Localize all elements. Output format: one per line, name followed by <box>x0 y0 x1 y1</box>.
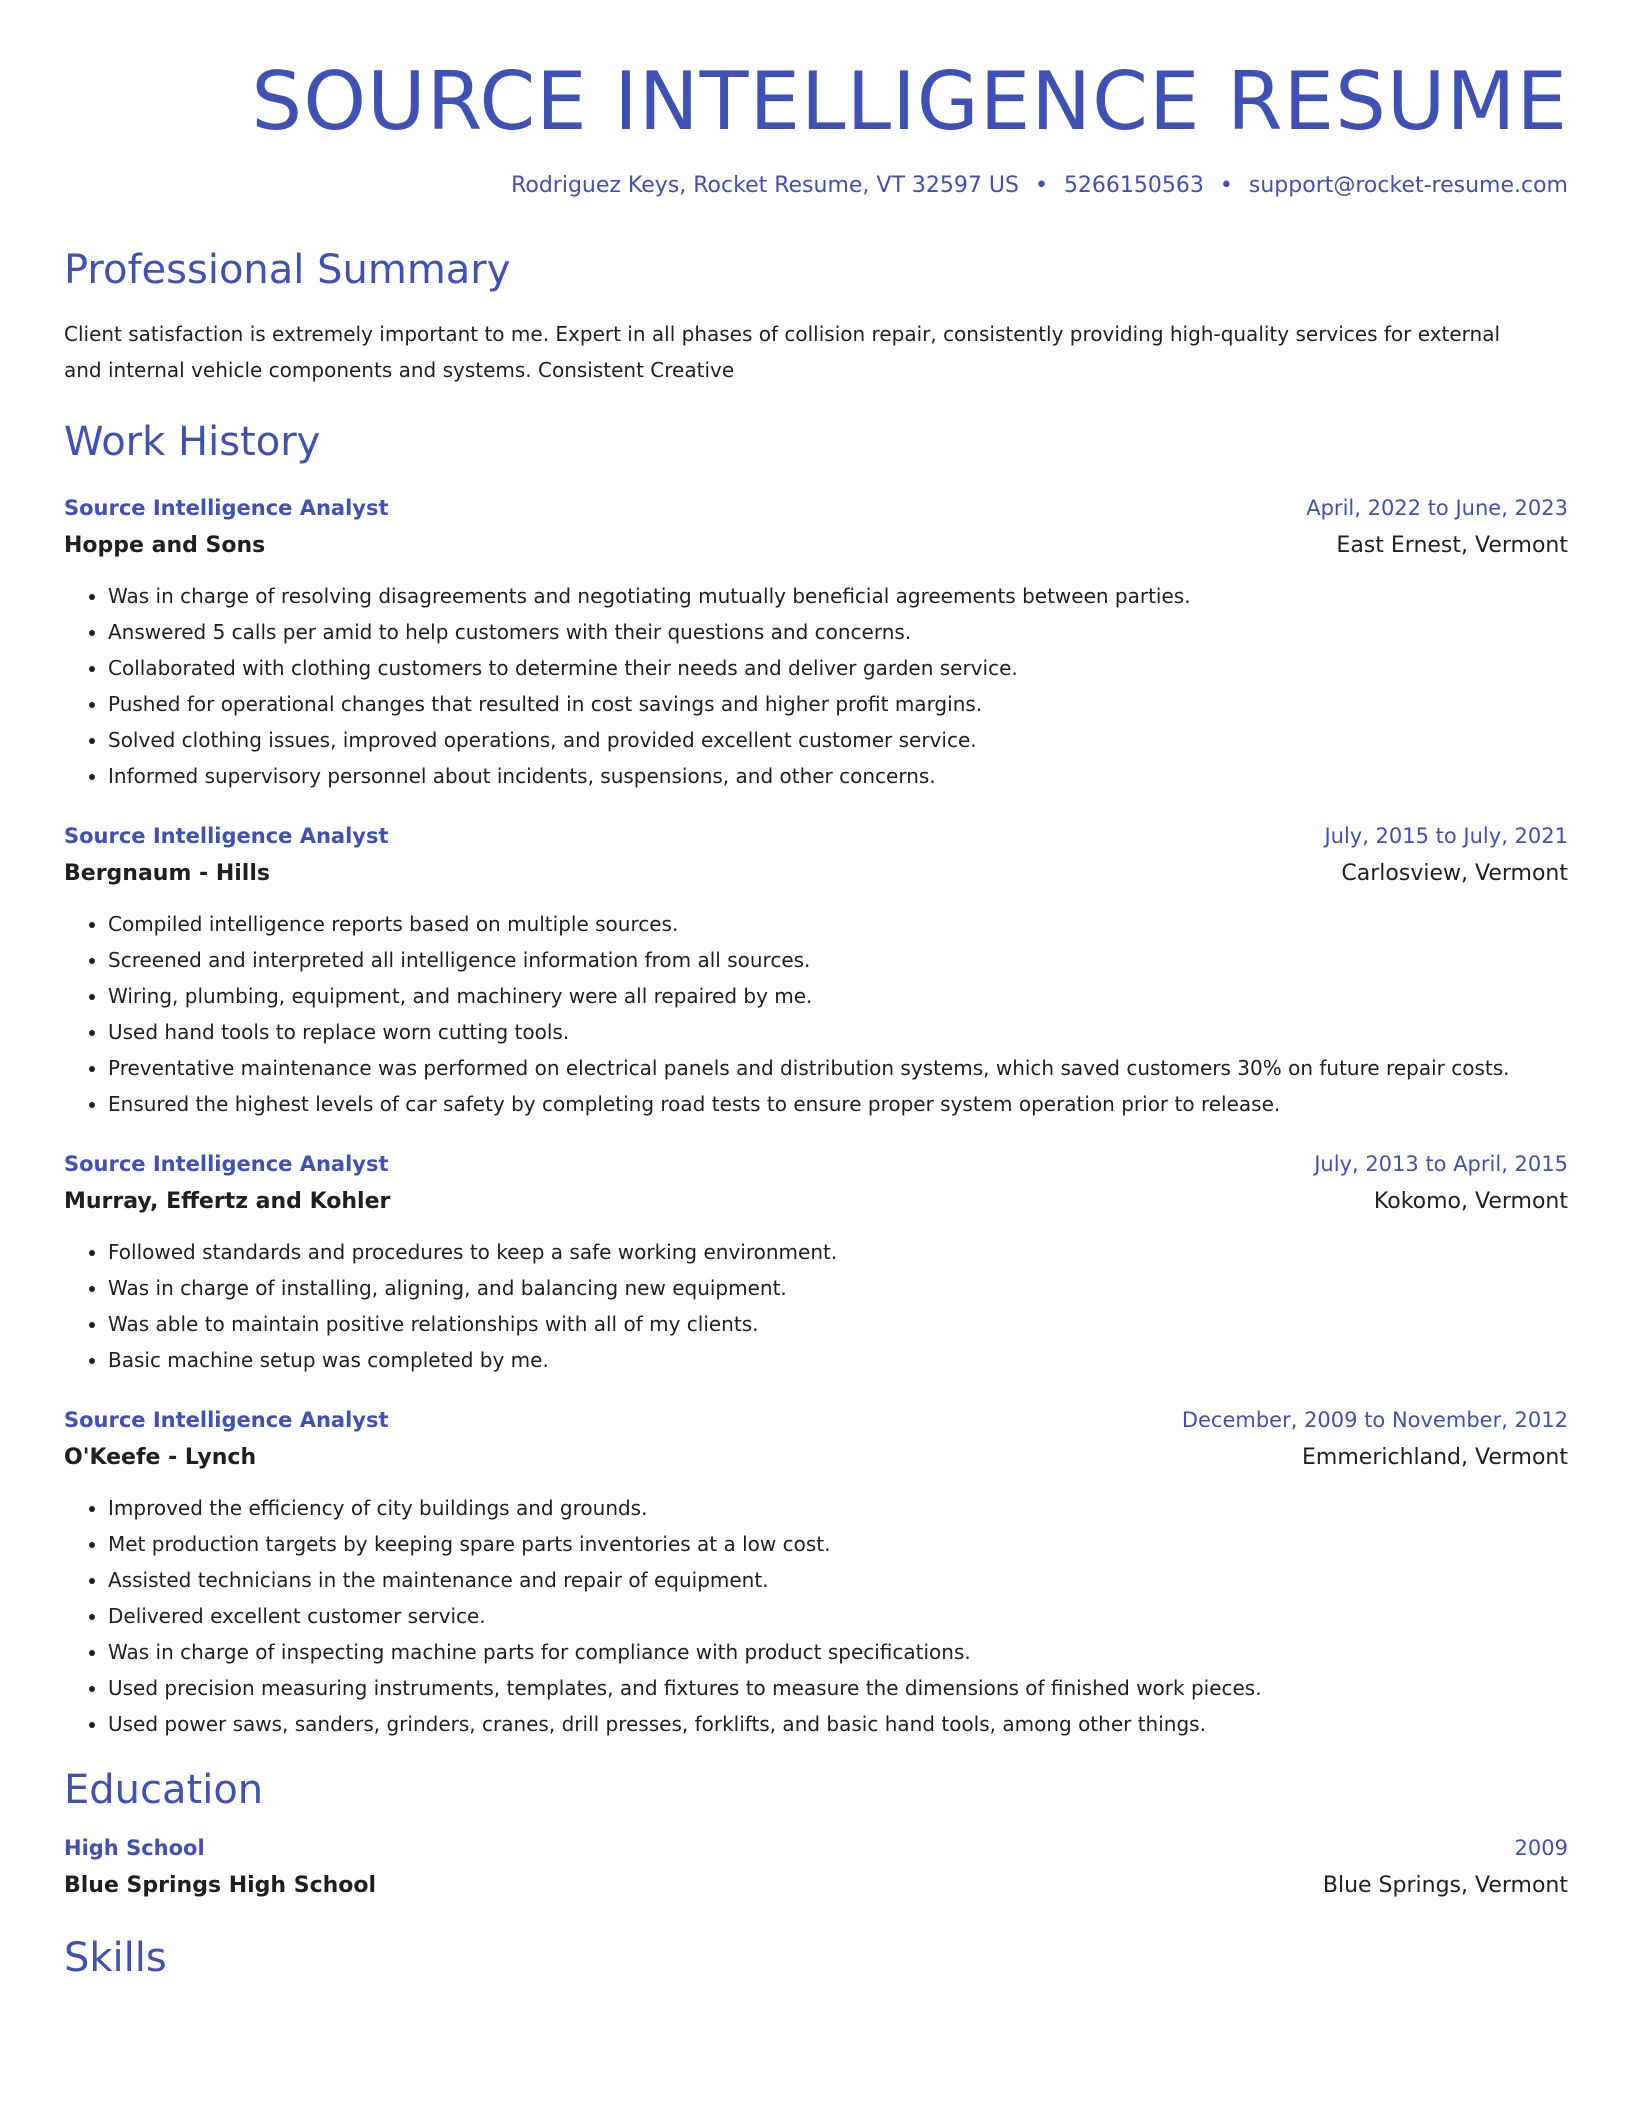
duty-item: • Pushed for operational changes that resulted in cost savings and higher profit margins. <box>108 686 1568 722</box>
duty-item: • Assisted technicians in the maintenance and repair of equipment. <box>108 1562 1568 1598</box>
duty-item: • Delivered excellent customer service. <box>108 1598 1568 1634</box>
job-dates: December, 2009 to November, 2012 <box>1181 1408 1568 1432</box>
job-title: Source Intelligence Analyst <box>64 1152 389 1176</box>
job-title: Source Intelligence Analyst <box>64 496 389 520</box>
bullet-separator: • <box>1034 173 1048 198</box>
summary-text: Client satisfaction is extremely important to me. Expert in all phases of collision repair, consistently providing high-quality services for external and internal vehicle components and systems. Consistent Creative <box>64 322 1501 382</box>
job-location: Kokomo, Vermont <box>1373 1189 1568 1214</box>
job-location: Emmerichland, Vermont <box>1302 1445 1568 1470</box>
duty-item: • Wiring, plumbing, equipment, and machinery were all repaired by me. <box>108 978 1568 1014</box>
duty-item: • Informed supervisory personnel about incidents, suspensions, and other concerns. <box>108 758 1568 794</box>
duty-item: • Used precision measuring instruments, templates, and fixtures to measure the dimensions of finished work pieces. <box>108 1670 1568 1706</box>
duty-item: • Solved clothing issues, improved operations, and provided excellent customer service. <box>108 722 1568 758</box>
duty-item: • Was in charge of inspecting machine parts for compliance with product specifications. <box>108 1634 1568 1670</box>
job-dates: July, 2013 to April, 2015 <box>1314 1152 1568 1176</box>
duty-item: • Screened and interpreted all intelligence information from all sources. <box>108 942 1568 978</box>
duty-item: • Was in charge of resolving disagreements and negotiating mutually beneficial agreements between parties. <box>108 578 1568 614</box>
job-duties-list <box>64 906 1568 1122</box>
section-title-summary: Professional Summary <box>64 247 511 293</box>
resume-header <box>64 0 1568 202</box>
job-entry <box>64 1146 1568 1378</box>
duty-item: • Used power saws, sanders, grinders, cranes, drill presses, forklifts, and basic hand tools, among other things. <box>108 1706 1568 1742</box>
job-location: East Ernest, Vermont <box>1336 533 1568 558</box>
contact-phone: 5266150563 <box>1063 173 1204 198</box>
school-name: Blue Springs High School <box>64 1873 377 1898</box>
school-location: Blue Springs, Vermont <box>1322 1873 1568 1898</box>
job-dates: April, 2022 to June, 2023 <box>1306 496 1568 520</box>
section-title-work-history: Work History <box>64 419 321 465</box>
job-title: Source Intelligence Analyst <box>64 1408 389 1432</box>
degree: High School <box>64 1836 205 1860</box>
work-history-section <box>64 416 1568 1742</box>
duty-item: • Met production targets by keeping spare parts inventories at a low cost. <box>108 1526 1568 1562</box>
duty-item: • Followed standards and procedures to keep a safe working environment. <box>108 1234 1568 1270</box>
duty-item: • Answered 5 calls per amid to help customers with their questions and concerns. <box>108 614 1568 650</box>
company-name: Murray, Effertz and Kohler <box>64 1189 391 1214</box>
job-entry <box>64 818 1568 1122</box>
skills-section <box>64 1932 1568 1984</box>
duty-item: • Was able to maintain positive relationships with all of my clients. <box>108 1306 1568 1342</box>
duty-item: • Improved the efficiency of city buildings and grounds. <box>108 1490 1568 1526</box>
job-entry <box>64 1402 1568 1742</box>
company-name: Bergnaum - Hills <box>64 861 270 886</box>
duty-item: • Basic machine setup was completed by me. <box>108 1342 1568 1378</box>
job-duties-list <box>64 1234 1568 1378</box>
duty-item: • Used hand tools to replace worn cutting tools. <box>108 1014 1568 1050</box>
company-name: Hoppe and Sons <box>64 533 266 558</box>
education-year: 2009 <box>1514 1836 1568 1860</box>
job-duties-list <box>64 1490 1568 1742</box>
job-entry <box>64 490 1568 794</box>
section-title-skills: Skills <box>64 1935 167 1981</box>
contact-email: support@rocket-resume.com <box>1248 173 1568 198</box>
education-entry <box>64 1830 1568 1906</box>
job-location: Carlosview, Vermont <box>1341 861 1568 886</box>
contact-address: Rodriguez Keys, Rocket Resume, VT 32597 US <box>511 173 1019 198</box>
duty-item: • Ensured the highest levels of car safety by completing road tests to ensure proper system operation prior to release. <box>108 1086 1568 1122</box>
education-section <box>64 1764 1568 1906</box>
contact-line <box>64 170 1568 202</box>
professional-summary-section <box>64 244 1568 388</box>
bullet-separator: • <box>1219 173 1233 198</box>
job-title: Source Intelligence Analyst <box>64 824 389 848</box>
job-dates: July, 2015 to July, 2021 <box>1324 824 1568 848</box>
duty-item: • Collaborated with clothing customers to determine their needs and deliver garden service. <box>108 650 1568 686</box>
duty-item: • Compiled intelligence reports based on multiple sources. <box>108 906 1568 942</box>
resume-title: SOURCE INTELLIGENCE RESUME <box>251 55 1568 148</box>
job-duties-list <box>64 578 1568 794</box>
company-name: O'Keefe - Lynch <box>64 1445 257 1470</box>
duty-item: • Was in charge of installing, aligning, and balancing new equipment. <box>108 1270 1568 1306</box>
section-title-education: Education <box>64 1767 264 1813</box>
duty-item: • Preventative maintenance was performed on electrical panels and distribution systems, which saved customers 30% on future repair costs. <box>108 1050 1568 1086</box>
